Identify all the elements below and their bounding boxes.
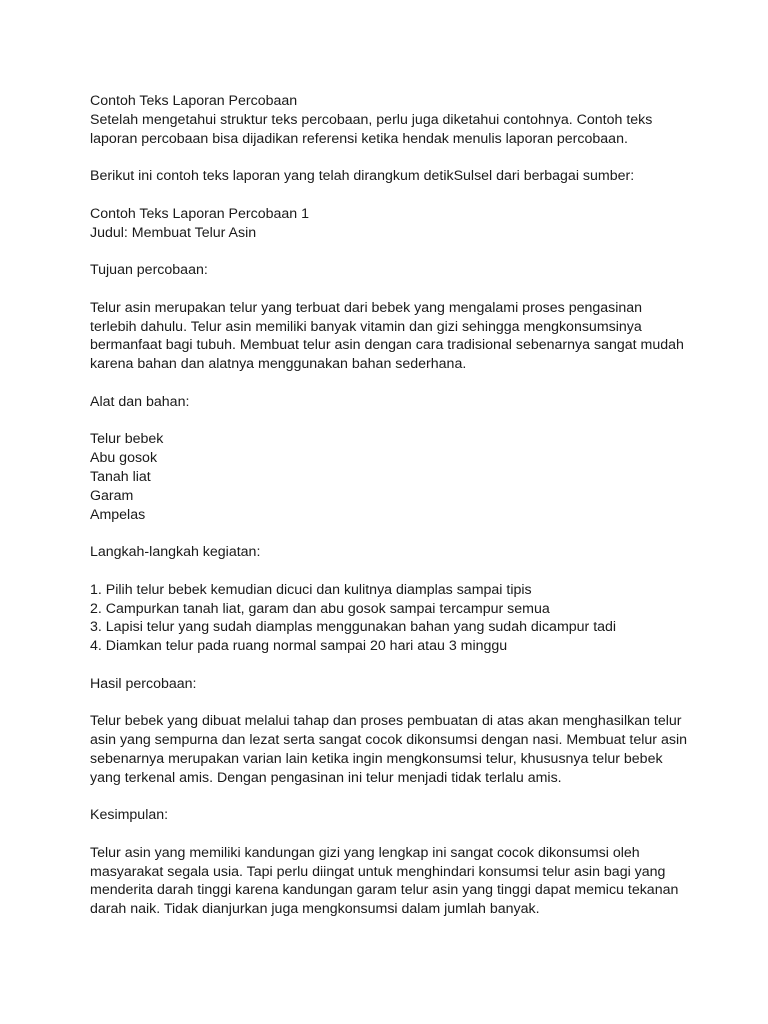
alat-item: Abu gosok	[90, 450, 158, 467]
alat-item: Ampelas	[90, 506, 146, 523]
spacer	[90, 787, 690, 806]
spacer	[90, 825, 690, 844]
langkah-item: 4. Diamkan telur pada ruang normal sampai 20 hari atau 3 minggu	[90, 638, 508, 655]
spacer	[90, 374, 690, 393]
spacer	[90, 280, 690, 299]
langkah-item: 3. Lapisi telur yang sudah diamplas menggunakan bahan yang sudah dicampur tadi	[90, 619, 617, 636]
alat-item: Tanah liat	[90, 468, 151, 485]
hasil-paragraph: Telur bebek yang dibuat melalui tahap dan proses pembuatan di atas akan menghasilkan telur asin yang sempurna dan lezat serta sangat cocok dikonsumsi dengan nasi. Membuat telur asin sebenarnya merupakan varian lain ketika ingin mengkonsumsi telur, khususnya telur bebek yang terkenal amis. Dengan pengasinan ini telur menjadi tidak terlalu amis.	[90, 713, 688, 786]
spacer	[90, 242, 690, 261]
source-note: Berikut ini contoh teks laporan yang telah dirangkum detikSulsel dari berbagai sumber:	[90, 168, 635, 185]
langkah-heading: Langkah-langkah kegiatan:	[90, 544, 261, 561]
intro-paragraph: Setelah mengetahui struktur teks percobaan, perlu juga diketahui contohnya. Contoh teks laporan percobaan bisa dijadikan referensi ketika hendak menulis laporan percobaan.	[90, 111, 653, 147]
langkah-item: 1. Pilih telur bebek kemudian dicuci dan kulitnya diamplas sampai tipis	[90, 581, 532, 598]
example-heading: Contoh Teks Laporan Percobaan 1	[90, 205, 310, 222]
alat-item: Garam	[90, 487, 134, 504]
alat-item: Telur bebek	[90, 431, 164, 448]
spacer	[90, 656, 690, 675]
kesimpulan-paragraph: Telur asin yang memiliki kandungan gizi yang lengkap ini sangat cocok dikonsumsi oleh masyarakat segala usia. Tapi perlu diingat untuk menghindari konsumsi telur asin bagi yang menderita darah tinggi karena kandungan garam telur asin yang tinggi dapat memicu tekanan darah naik. Tidak dianjurkan juga mengkonsumsi dalam jumlah banyak.	[90, 844, 679, 918]
spacer	[90, 186, 690, 205]
spacer	[90, 694, 690, 713]
spacer	[90, 148, 690, 167]
alat-heading: Alat dan bahan:	[90, 393, 190, 410]
document-body	[90, 92, 690, 919]
document-title: Contoh Teks Laporan Percobaan	[90, 93, 298, 109]
langkah-item: 2. Campurkan tanah liat, garam dan abu gosok sampai tercampur semua	[90, 600, 550, 617]
spacer	[90, 524, 690, 543]
tujuan-heading: Tujuan percobaan:	[90, 262, 208, 279]
judul-line: Judul: Membuat Telur Asin	[90, 224, 257, 241]
hasil-heading: Hasil percobaan:	[90, 675, 197, 692]
spacer	[90, 562, 690, 581]
kesimpulan-heading: Kesimpulan:	[90, 807, 169, 824]
tujuan-paragraph: Telur asin merupakan telur yang terbuat dari bebek yang mengalami proses pengasinan terlebih dahulu. Telur asin memiliki banyak vitamin dan gizi sehingga mengkonsumsinya bermanfaat bagi tubuh. Membuat telur asin dengan cara tradisional sebenarnya sangat mudah karena bahan dan alatnya menggunakan bahan sederhana.	[90, 299, 684, 373]
spacer	[90, 412, 690, 431]
